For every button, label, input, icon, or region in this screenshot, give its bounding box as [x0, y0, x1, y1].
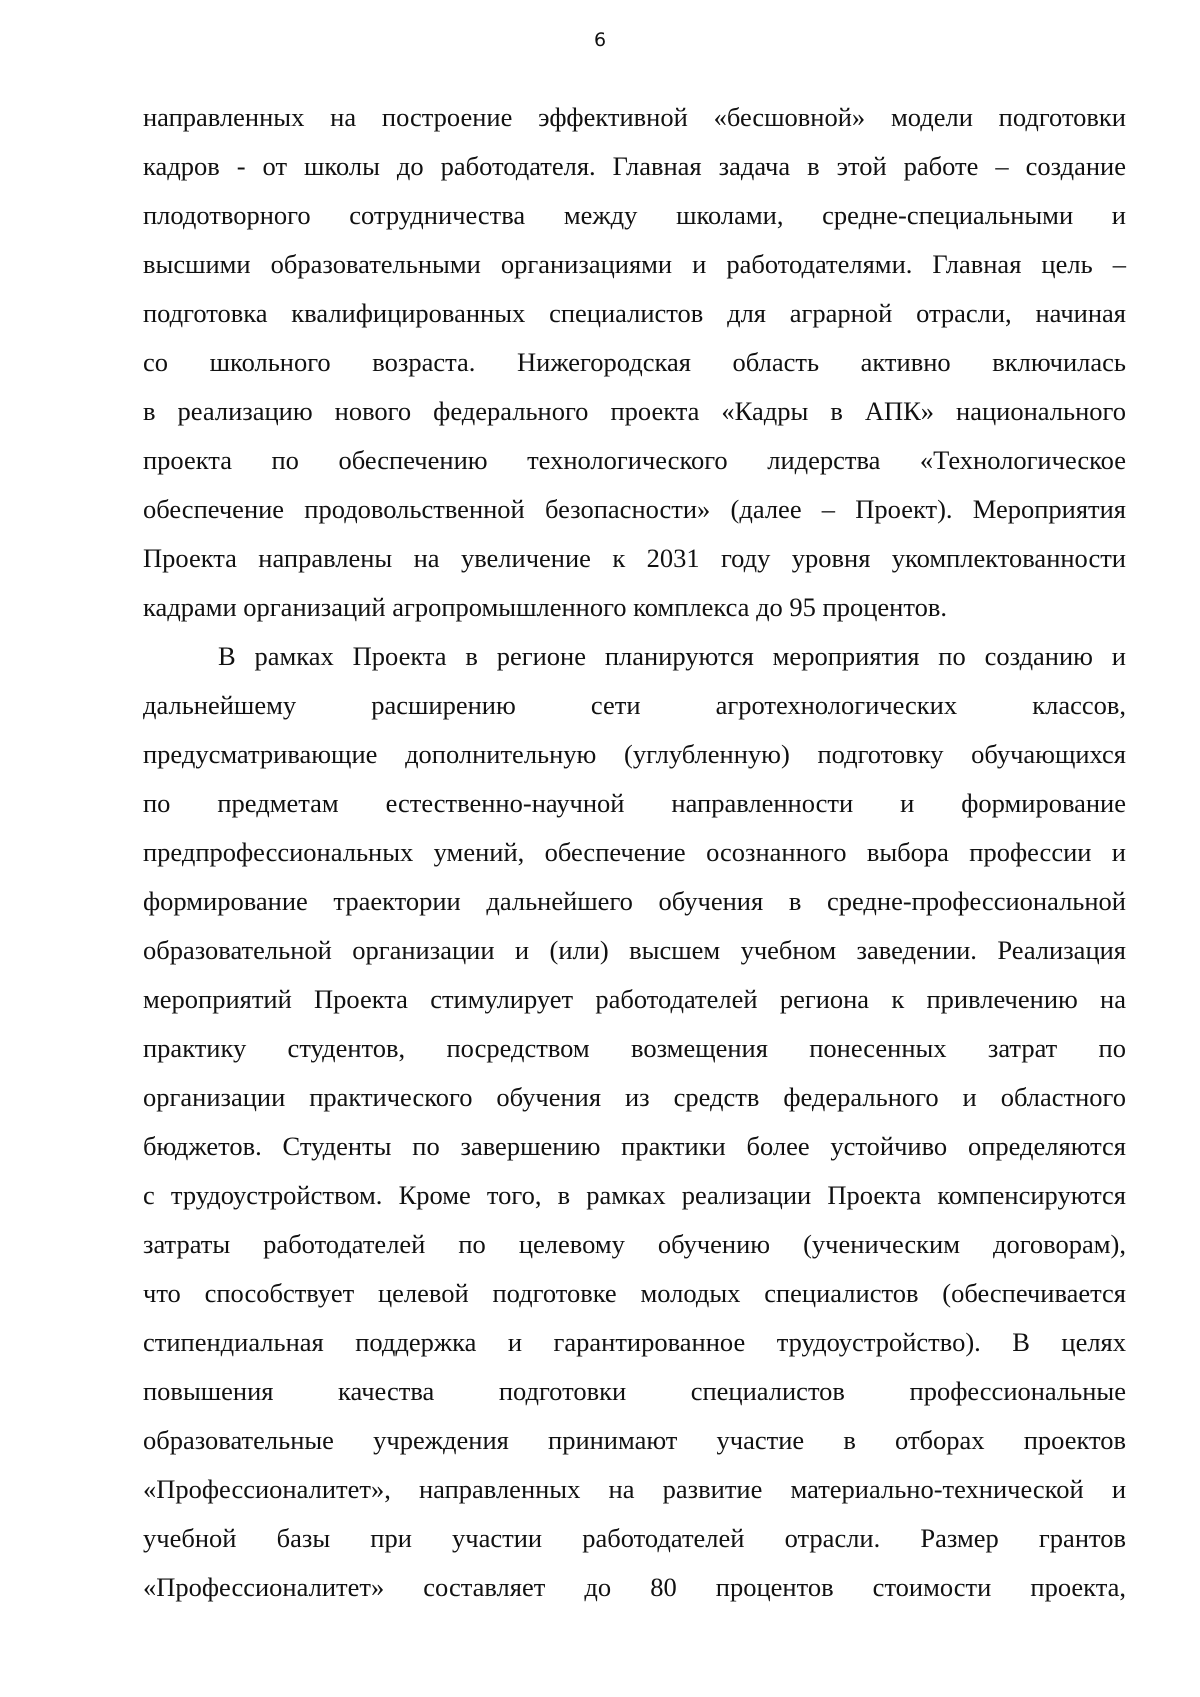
text-line: дальнейшему расширению сети агротехнологических классов,: [143, 690, 1126, 720]
text-line: обеспечение продовольственной безопасности» (далее – Проект). Мероприятия: [143, 494, 1126, 524]
text-line: повышения качества подготовки специалистов профессиональные: [143, 1376, 1126, 1406]
text-line: направленных на построение эффективной «бесшовной» модели подготовки: [143, 102, 1126, 132]
page-number: 6: [593, 29, 607, 51]
text-line: Проекта направлены на увеличение к 2031 году уровня укомплектованности: [143, 543, 1126, 573]
text-line: с трудоустройством. Кроме того, в рамках реализации Проекта компенсируются: [143, 1180, 1126, 1210]
text-line: формирование траектории дальнейшего обучения в средне-профессиональной: [143, 886, 1126, 916]
text-line: со школьного возраста. Нижегородская область активно включилась: [143, 347, 1126, 377]
text-line: «Профессионалитет» составляет до 80 процентов стоимости проекта,: [143, 1572, 1126, 1602]
paragraph: [143, 632, 1126, 1612]
text-line: плодотворного сотрудничества между школами, средне-специальными и: [143, 200, 1126, 230]
text-line: образовательной организации и (или) высшем учебном заведении. Реализация: [143, 935, 1126, 965]
text-line: мероприятий Проекта стимулирует работодателей региона к привлечению на: [143, 984, 1126, 1014]
text-line: организации практического обучения из средств федерального и областного: [143, 1082, 1126, 1112]
text-line: по предметам естественно-научной направленности и формирование: [143, 788, 1126, 818]
text-line: образовательные учреждения принимают участие в отборах проектов: [143, 1425, 1126, 1455]
paragraph: [143, 93, 1126, 632]
text-line: проекта по обеспечению технологического лидерства «Технологическое: [143, 445, 1126, 475]
text-line: предпрофессиональных умений, обеспечение осознанного выбора профессии и: [143, 837, 1126, 867]
text-line: бюджетов. Студенты по завершению практики более устойчиво определяются: [143, 1131, 1126, 1161]
text-line: В рамках Проекта в регионе планируются мероприятия по созданию и: [218, 641, 1126, 671]
text-line: предусматривающие дополнительную (углубленную) подготовку обучающихся: [143, 739, 1126, 769]
text-line: высшими образовательными организациями и работодателями. Главная цель –: [143, 249, 1126, 279]
text-line: практику студентов, посредством возмещения понесенных затрат по: [143, 1033, 1126, 1063]
text-line: кадров - от школы до работодателя. Главная задача в этой работе – создание: [143, 151, 1126, 181]
text-line: учебной базы при участии работодателей отрасли. Размер грантов: [143, 1523, 1126, 1553]
body-text: [143, 93, 1126, 1612]
text-line: подготовка квалифицированных специалистов для аграрной отрасли, начиная: [143, 298, 1126, 328]
text-line: что способствует целевой подготовке молодых специалистов (обеспечивается: [143, 1278, 1126, 1308]
text-line: затраты работодателей по целевому обучению (ученическим договорам),: [143, 1229, 1126, 1259]
text-line: кадрами организаций агропромышленного комплекса до 95 процентов.: [143, 592, 947, 622]
text-line: «Профессионалитет», направленных на развитие материально-технической и: [143, 1474, 1126, 1504]
text-line: стипендиальная поддержка и гарантированное трудоустройство). В целях: [143, 1327, 1126, 1357]
text-line: в реализацию нового федерального проекта «Кадры в АПК» национального: [143, 396, 1126, 426]
